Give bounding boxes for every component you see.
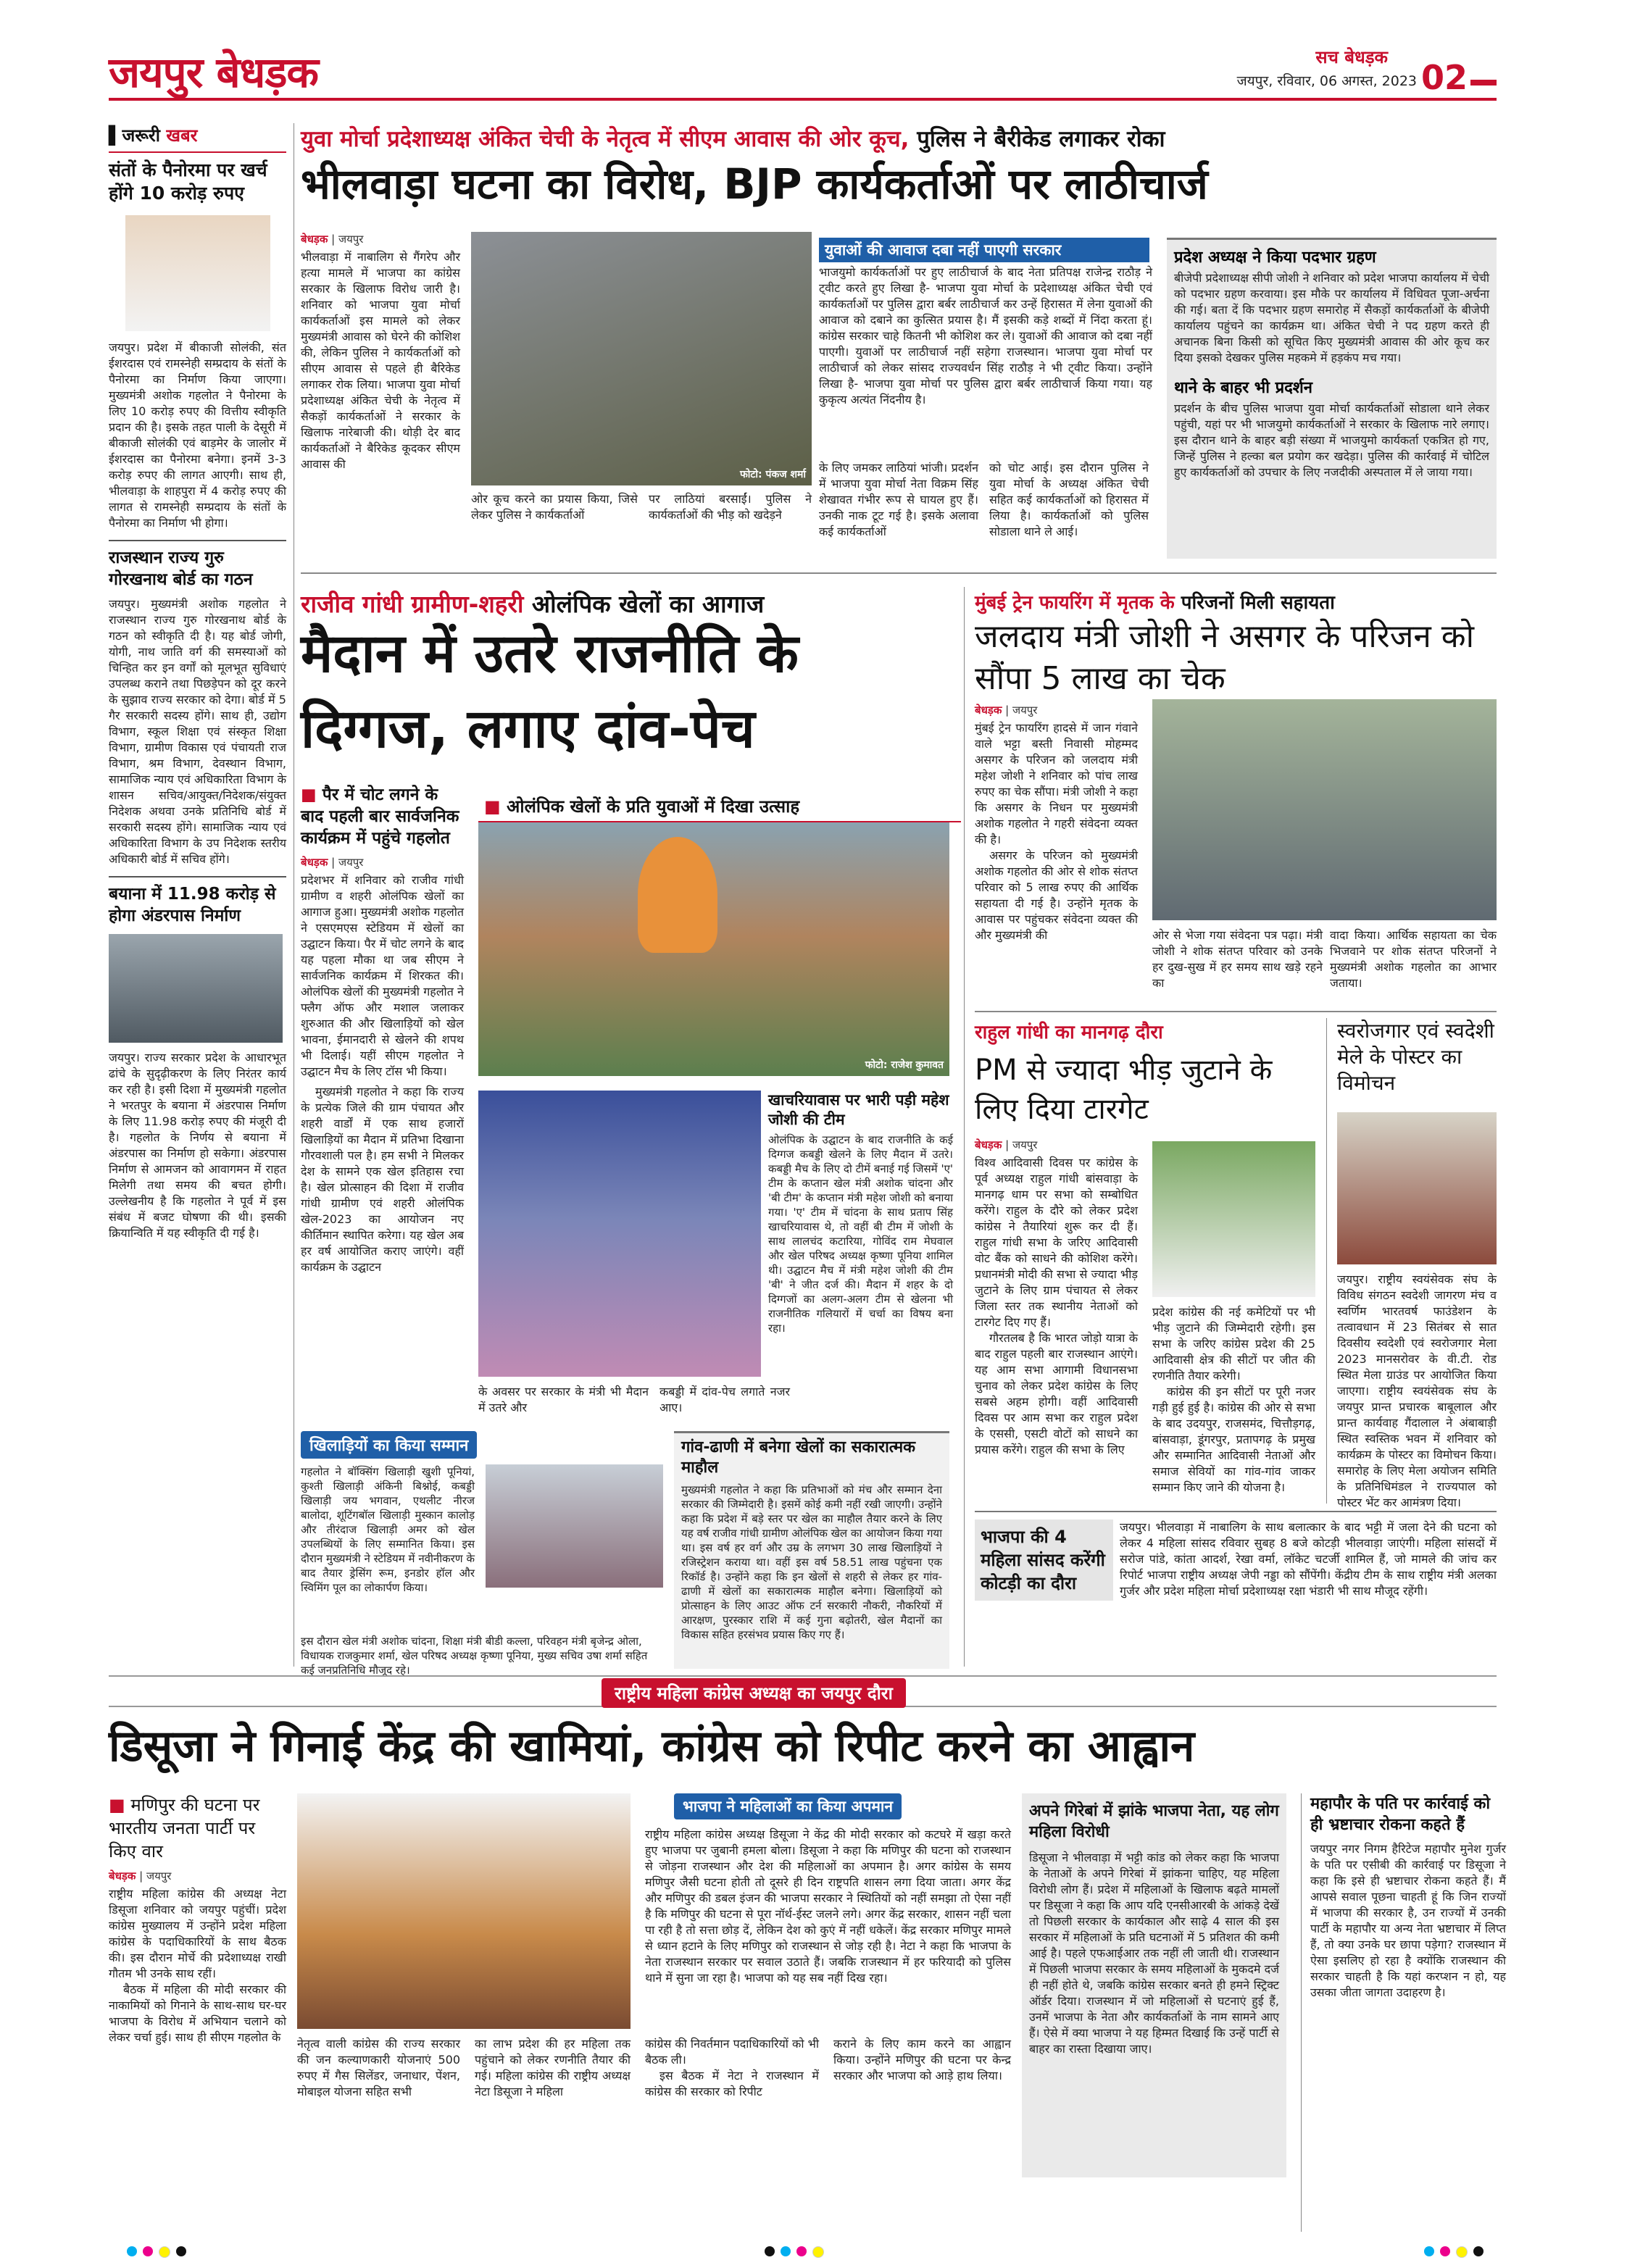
pen-icon bbox=[1470, 80, 1497, 86]
lead-under-photo-1: ओर कूच करने का प्रयास किया, जिसे लेकर पुलिस ने कार्यकर्ताओं bbox=[471, 492, 638, 522]
congress-under-1: नेतृत्व वाली कांग्रेस की राज्य सरकार की जन कल्याणकारी योजनाएं 500 रुपए में गैस सिलेंडर, जनाधार, पेंशन, मोबाइल योजना सहित सभी bbox=[297, 2037, 460, 2098]
section-divider bbox=[301, 572, 1497, 574]
rahul-col1: बेधड़क | जयपुर विश्व आदिवासी दिवस पर कांग्रेस के पूर्व अध्यक्ष राहुल गांधी बांसवाड़ा के मानगढ़ धाम पर सभा को सम्बोधित करेंगे। राहुल के दौरे को लेकर प्रदेश कांग्रेस ने तैयारियां शुरू कर दी हैं। राहुल गांधी सभा के जरिए आदिवासी वोट बैंक को साधने की कोशिश करेंगे। प्रधानमंत्री मोदी की सभा से ज्यादा भीड़ जुटाने के लिए ग्राम पंचायत से लेकर जिला स्तर तक स्थानीय नेताओं को टारगेट दिए गए हैं। गौरतलब है कि भारत जोड़ो यात्रा के बाद राहुल पहली बार राजस्थान आएंगे। यह आम सभा आगामी विधानसभा चुनाव को लेकर प्रदेश कांग्रेस के लिए सबसे अहम होगी। वहीं आदिवासी दिवस पर आम सभा कर राहुल प्रदेश के एससी, एसटी वोटों को साधने का प्रयास करेंगे। राहुल की सभा के लिए bbox=[975, 1138, 1138, 1456]
olympic-under-2: कबड्डी में दांव-पेच लगाते नजर आए। bbox=[659, 1385, 790, 1414]
swadeshi-headline: स्वरोजगार एवं स्वदेशी मेले के पोस्टर का विमोचन bbox=[1337, 1019, 1494, 1095]
section-label: ▌जरूरी खबर bbox=[109, 123, 286, 153]
lead-headline: भीलवाड़ा घटना का विरोध, BJP कार्यकर्ताओं पर लाठीचार्ज bbox=[301, 159, 1208, 209]
congress-banner-bar: राष्ट्रीय महिला कांग्रेस अध्यक्ष का जयपुर दौरा bbox=[109, 1675, 1497, 1707]
byline: बेधड़क | जयपुर bbox=[109, 1869, 172, 1883]
minister-visit-photo bbox=[1152, 699, 1497, 920]
mumbai-col: बेधड़क | जयपुर मुंबई ट्रेन फायरिंग हादसे में जान गंवाने वाले भट्टा बस्ती निवासी मोहम्मद असगर के परिजन को जलदाय मंत्री महेश जोशी ने शनिवार को पांच लाख रुपए का चेक सौंपा। मंत्री जोशी ने कहा कि असगर के निधन पर मुख्यमंत्री अशोक गहलोत ने गहरी संवेदना व्यक्त की है। असगर के परिजन को मुख्यमंत्री अशोक गहलोत की ओर से शोक संतप्त परिवार को 5 लाख रुपए की आर्थिक सहायता दी गई है। उन्होंने मृतक के आवास पर पहुंचकर संवेदना व्यक्त की और मुख्यमंत्री की bbox=[975, 704, 1138, 942]
byline: बेधड़क | जयपुर bbox=[301, 233, 364, 246]
honor-photo bbox=[486, 1464, 663, 1588]
kabaddi-box: खाचरियावास पर भारी पड़ी महेश जोशी की टीम ओलंपिक के उद्घाटन के बाद राजनीति के कई दिग्गज कबड्डी खेलने के लिए मैदान में उतरे। कबड्डी मैच के लिए दो टीमें बनाई गई जिसमें 'ए' टीम के कप्तान खेल मंत्री अशोक चांदना और 'बी टीम' के कप्तान मंत्री महेश जोशी को बनाया गया। 'ए' टीम में चांदना के साथ प्रताप सिंह खाचरियावास थे, तो वहीं बी टीम में जोशी के साथ लालचंद कटारिया, गोविंद राम मेघवाल और खेल परिषद अध्यक्ष कृष्णा पूनिया शामिल थी। उद्घाटन मैच में मंत्री महेश जोशी की टीम 'बी' ने जीत दर्ज की। मैदान में शहर के दो दिग्गजों का अलग-अलग टीम से खेलना भी राजनीतिक गलियारों में चर्चा का विषय बना रहा। bbox=[768, 1091, 953, 1335]
yellow-dot bbox=[159, 2246, 170, 2258]
news-headline: संतों के पैनोरमा पर खर्च होंगे 10 करोड़ रुपए bbox=[109, 159, 267, 204]
olympic-kicker: राजीव गांधी ग्रामीण-शहरी ओलंपिक खेलों का आगाज bbox=[301, 590, 765, 618]
registration-marks-center bbox=[765, 2246, 824, 2258]
swadeshi-body: जयपुर। राष्ट्रीय स्वयंसेवक संघ के विविध संगठन स्वदेशी जागरण मंच व स्वर्णिम भारतवर्ष फाउंडेशन के तत्वावधान में 23 सितंबर से सात दिवसीय स्वदेशी एवं स्वरोजगार मेला 2023 मानसरोवर के वी.टी. रोड स्थित मेला ग्राउंड पर आयोजित किया जाएगा। राष्ट्रीय स्वयंसेवक संघ के जयपुर प्रान्त प्रचारक बाबूलाल और प्रान्त कार्यवाह गैंदालाल ने अंबाबाड़ी स्थित स्वस्तिक भवन में शनिवार को कार्यक्रम के पोस्टर का विमोचन किया। समारोह के लिए मेला अयोजन समिति के प्रतिनिधिमंडल ने राज्यपाल को पोस्टर भेंट कर आमंत्रण दिया। bbox=[1337, 1272, 1497, 1509]
brand-tagline: सच बेधड़क bbox=[1315, 47, 1388, 67]
registration-marks-right bbox=[1424, 2246, 1484, 2258]
village-box: गांव-ढाणी में बनेगा खेलों का सकारात्मक माहौल मुख्यमंत्री गहलोत ने कहा कि प्रतिभाओं को मंच और सम्मान देना सरकार की जिम्मेदारी है। इसमें कोई कमी नहीं रखी जाएगी। उन्होंने कहा कि प्रदेश में बड़े स्तर पर खेल का माहौल तैयार करने के लिए यह वर्ष राजीव गांधी ग्रामीण ओलंपिक खेल का आयोजन किया गया था। इस वर्ष हर वर्ग और उम्र के लगभग 30 लाख खिलाड़ियों ने रजिस्ट्रेशन कराया था। वहीं इस वर्ष 58.51 लाख पहुंचना एक रिकॉर्ड है। उन्होंने कहा कि इन खेलों से शहरी से लेकर हर गांव-ढाणी में खेलों का सकारात्मक माहौल बनेगा। खिलाड़ियों को प्रोत्साहन के लिए आउट ऑफ टर्न सरकारी नौकरी, नौकरियों में आरक्षण, पुरस्कार राशि में कई गुना बढ़ोतरी, खेल मैदानों का विकास सहित हरसंभव प्रयास किए गए हैं। bbox=[674, 1431, 949, 1669]
lead-col3: भाजयुमो कार्यकर्ताओं पर हुए लाठीचार्ज के बाद नेता प्रतिपक्ष राजेन्द्र राठौड़ ने ट्वीट करते हुए लिखा है- भाजपा युवा मोर्चा के प्रदेशाध्यक्ष अंकित चेची एवं कार्यकर्ताओं पर पुलिस द्वारा बर्बर लाठीचार्ज कर उन्हें हिरासत में लेना युवाओं की आवाज को दबाने का कुत्सित प्रयास है। मैं इसकी कड़े शब्दों में निंदा करता हूं। कांग्रेस सरकार चाहे कितनी भी कोशिश कर ले। युवाओं की आवाज को दबा नहीं पाएगी। युवाओं पर लाठीचार्ज नहीं सहेगा राजस्थान। भाजपा युवा मोर्चा पर लाठीचार्ज को लेकर सांसद राज्यवर्धन सिंह राठौड़ ने भी ट्वीट किया। उन्होंने लिखा है- भाजपा युवा मोर्चा पर पुलिस द्वारा बर्बर लाठीचार्ज किया गया। यह कुकृत्य अत्यंत निंदनीय है। bbox=[819, 265, 1152, 407]
lead-col3b-2: को चोट आई। इस दौरान पुलिस ने युवा मोर्चा के अध्यक्ष अंकित चेची सहित कई कार्यकर्ताओं को हिरासत में लिया है। कार्यकर्ताओं को पुलिस सोडाला थाने ले आई। bbox=[989, 461, 1149, 538]
cm-portrait bbox=[125, 215, 270, 331]
dateline: जयपुर, रविवार, 06 अगस्त, 2023 bbox=[1236, 73, 1417, 89]
congress-under-4: कराने के लिए काम करने का आह्वान किया। उन्होंने मणिपुर की घटना पर केन्द्र सरकार और भाजपा को आड़े हाथ लिया। bbox=[833, 2037, 1011, 2083]
lead-under-photo-2: पर लाठियां बरसाईं। पुलिस ने कार्यकर्ताओं की भीड़ को खदेड़ने bbox=[649, 492, 812, 522]
mumbai-under-2: वादा किया। आर्थिक सहायता का चेक भिजवाने पर शोक संतप्त परिजनों ने मुख्यमंत्री अशोक गहलोत का आभार जताया। bbox=[1330, 928, 1497, 990]
party-post-box: प्रदेश अध्यक्ष ने किया पदभार ग्रहण बीजेपी प्रदेशाध्यक्ष सीपी जोशी ने शनिवार को प्रदेश भाजपा कार्यालय में चेची को पदभार ग्रहण करवाया। इस मौके पर कार्यालय में विधिवत पूजा-अर्चना की गई। बता दें कि पदभार ग्रहण समारोह में सैकड़ों कार्यकर्ताओं के बीजेपी कार्यालय पहुंचने का कार्यक्रम था। अंकित चेची ने पद ग्रहण करते ही अचानक बिना किसी को सूचित किए मुख्यमंत्री आवास की ओर कूच कर दिया इसको देखकर पुलिस महकमे में हड़कंप मच गया। थाने के बाहर भी प्रदर्शन प्रदर्शन के बीच पुलिस भाजपा युवा मोर्चा कार्यकर्ताओं सोडाला थाने लेकर पहुंची, यहां पर भी भाजयुमो कार्यकर्ताओं ने सरकार के खिलाफ नारे लगाए। इस दौरान थाने के बाहर बड़ी संख्या में भाजयुमो कार्यकर्ता एकत्रित हो गए, जिन्हें पुलिस ने हल्का बल प्रयोग कर खदेड़ा। पुलिस की कार्रवाई में चोटिल हुए कार्यकर्ताओं को उपचार के लिए नजदीकी अस्पताल में ले जाया गया। bbox=[1167, 238, 1497, 559]
masthead bbox=[109, 42, 1497, 100]
congress-under-3: कांग्रेस की निवर्तमान पदाधिकारियों को भी बैठक ली। इस बैठक में नेटा ने राजस्थान में कांग्रेस की सरकार को रिपीट bbox=[645, 2037, 819, 2098]
rahul-portrait bbox=[1152, 1141, 1315, 1297]
mumbai-headline: जलदाय मंत्री जोशी ने असगर के परिजन को सौंपा 5 लाख का चेक bbox=[975, 618, 1474, 697]
cyan-dot bbox=[127, 2246, 137, 2256]
lead-col1: बेधड़क | जयपुर भीलवाड़ा में नाबालिग से गैंगरेप और हत्या मामले में भाजपा का कांग्रेस सरकार के खिलाफ विरोध जारी है। शनिवार को भाजपा युवा मोर्चा कार्यकर्ताओं इस मामले को लेकर मुख्यमंत्री आवास को घेरने की कोशिश की, लेकिन पुलिस ने कार्यकर्ताओं को सीएम आवास से पहले ही बैरिकेड लगाकर रोक लिया। भाजपा युवा मोर्चा प्रदेशाध्यक्ष अंकित चेची के नेतृत्व में सैकड़ों कार्यकर्ताओं ने सरकार के खिलाफ नारेबाजी की। थोड़ी देर बाद कार्यकर्ताओं ने बैरिकेड कूदकर सीएम आवास की bbox=[301, 233, 460, 471]
news-body: जयपुर। राज्य सरकार प्रदेश के आधारभूत ढांचे के सुदृढ़ीकरण के लिए निरंतर कार्य कर रही है। इसी दिशा में मुख्यमंत्री गहलोत ने भरतपुर के बयाना में अंडरपास निर्माण के लिए 11.98 करोड़ रुपए की मंजूरी दी है। गहलोत के निर्णय से बयाना में अंडरपास का निर्माण हो सकेगा। अंडरपास निर्माण से आमजन को आवागमन में राहत मिलेगी तथा समय की बचत होगी। उल्लेखनीय है कि गहलोत ने पूर्व में इस संबंध में बजट घोषणा की थी। इसकी क्रियान्विति में यह स्वीकृति दी गई है। bbox=[109, 1051, 286, 1240]
mayor-box: महापौर के पति पर कार्रवाई को ही भ्रष्टाचार रोकना कहते हैं जयपुर नगर निगम हैरिटेज महापौर मुनेश गुर्जर के पति पर एसीबी की कार्रवाई पर डिसूजा ने कहा कि इसे ही भ्रष्टाचार रोकना कहते हैं। मैं आपसे सवाल पूछना चाहती हूं कि जिन राज्यों में भाजपा की सरकार है, उन राज्यों में उनकी पार्टी के महापौर या अन्य नेता भ्रष्टाचार में लिप्त हैं, तो क्या उनके घर छापा पड़ेगा? राजस्थान में ऐसा इसलिए हो रहा है क्योंकि राजस्थान की सरकार चाहती है कि यहां करप्शन न हो, यह उसका जीता जागता उदाहरण है। bbox=[1301, 1793, 1506, 2232]
congress-headline: डिसूजा ने गिनाई केंद्र की खामियां, कांग्रेस को रिपीट करने का आह्वान bbox=[109, 1721, 1195, 1772]
registration-marks-left bbox=[127, 2246, 186, 2258]
news-body: जयपुर। मुख्यमंत्री अशोक गहलोत ने राजस्थान राज्य गुरु गोरखनाथ बोर्ड के गठन को स्वीकृति दी है। यह बोर्ड जोगी, योगी, नाथ जाति वर्ग की समस्याओं को चिन्हित कर इन वर्गों को मूलभूत सुविधाएं उपलब्ध कराने तथा पिछड़ेपन को दूर करने के सुझाव राज्य सरकार को देगा। बोर्ड में 5 गैर सरकारी सदस्य होंगे। साथ ही, उद्योग विभाग, स्कूल शिक्षा एवं संस्कृत शिक्षा विभाग, ग्रामीण विकास एवं पंचायती राज विभाग, श्रम विभाग, देवस्थान विभाग, सामाजिक न्याय एवं अधिकारिता विभाग के शासन सचिव/आयुक्त/निदेशक/संयुक्त निदेशक अथवा उनके प्रतिनिधि बोर्ड में सरकारी सदस्य होंगे। सामाजिक न्याय एवं अधिकारिता विभाग के उप निदेशक स्तरीय अधिकारी बोर्ड में सचिव होंगे। bbox=[109, 597, 286, 866]
byline: बेधड़क | जयपुर bbox=[301, 856, 364, 869]
byline: बेधड़क | जयपुर bbox=[975, 1138, 1038, 1151]
news-headline: बयाना में 11.98 करोड़ से होगा अंडरपास निर्माण bbox=[109, 885, 276, 925]
left-column bbox=[109, 123, 286, 1667]
section-divider bbox=[975, 1011, 1497, 1012]
honor-foot: इस दौरान खेल मंत्री अशोक चांदना, शिक्षा मंत्री बीडी कल्ला, परिवहन मंत्री बृजेन्द्र ओला, विधायक राजकुमार शर्मा, खेल परिषद अध्यक्ष कृष्णा पूनिया, मुख्य सचिव उषा शर्मा सहित कई जनप्रतिनिधि मौजूद रहे। bbox=[301, 1635, 648, 1677]
bjp-mp-box: भाजपा की 4 महिला सांसद करेंगी कोटड़ी का दौरा जयपुर। भीलवाड़ा में नाबालिग के साथ बलात्कार के बाद भट्टी में जला देने की घटना को लेकर 4 महिला सांसद रविवार सुबह 8 बजे कोटड़ी भीलवाड़ा जाएंगी। महिला सांसदों में सरोज पांडे, कांता आदर्श, रेखा वर्मा, लॉकेट चटर्जी शामिल हैं, जो मामले की जांच कर रिपोर्ट भाजपा राष्ट्रीय अध्यक्ष जेपी नड्डा को सौंपेंगी। केंद्रीय टीम के साथ राष्ट्रीय मंत्री अलका गुर्जर और प्रदेश महिला मोर्चा प्रदेशाध्यक्ष रक्षा भंडारी भी साथ मौजूद रहेंगी। bbox=[975, 1511, 1497, 1664]
black-dot bbox=[176, 2246, 186, 2256]
stadium-photo: फोटो: राजेश कुमावत bbox=[478, 822, 949, 1076]
olympic-col1: ■ पैर में चोट लगने के बाद पहली बार सार्वजनिक कार्यक्रम में पहुंचे गहलोत बेधड़क | जयपुर प्रदेशभर में शनिवार को राजीव गांधी ग्रामीण व शहरी ओलंपिक खेलों का आगाज हुआ। मुख्यमंत्री अशोक गहलोत ने एसएमएस स्टेडियम में खेलों का उद्घाटन किया। पैर में चोट लगने के बाद यह पहला मौका था जब सीएम ने सार्वजनिक कार्यक्रम में शिरकत की। ओलंपिक खेलों की मुख्यमंत्री गहलोत ने फ्लैग ऑफ और मशाल जलाकर शुरुआत की और खिलाड़ियों को खेल भावना, ईमानदारी से खेलने की शपथ भी दिलाई। यहीं सीएम गहलोत ने उद्घाटन मैच के लिए टॉस भी किया। मुख्यमंत्री गहलोत ने कहा कि राज्य के प्रत्येक जिले की ग्राम पंचायत और शहरी वार्डों में एक साथ हजारों खिलाड़ियों का मैदान में प्रतिभा दिखाना गौरवशाली पल है। हम सभी ने मिलकर देश के सामने एक खेल इतिहास रचा है। खेल प्रोत्साहन की दिशा में राजीव गांधी ग्रामीण एवं शहरी ओलंपिक खेल-2023 का आयोजन नए कीर्तिमान स्थापित करेगा। यह खेल अब हर वर्ष आयोजित कराए जाएंगे। वहीं कार्यक्रम के उद्घाटन bbox=[301, 785, 464, 1274]
column-divider bbox=[1326, 1018, 1327, 1504]
magenta-dot bbox=[143, 2246, 153, 2256]
mumbai-under-1: ओर से भेजा गया संवेदना पत्र पढ़ा। मंत्री जोशी ने शोक संतप्त परिवार को उनके हर दुख-सुख में हर समय साथ खड़े रहने का bbox=[1152, 928, 1323, 990]
kabaddi-photo bbox=[478, 1091, 761, 1377]
congress-side-head: ■ मणिपुर की घटना पर भारतीय जनता पार्टी पर किए वार bbox=[109, 1795, 260, 1861]
column-divider bbox=[964, 587, 965, 1667]
congress-side-col: ■ मणिपुर की घटना पर भारतीय जनता पार्टी पर किए वार बेधड़क | जयपुर राष्ट्रीय महिला कांग्रेस की अध्यक्ष नेटा डिसूजा शनिवार को जयपुर पहुंचीं। प्रदेश कांग्रेस मुख्यालय में उन्होंने प्रदेश महिला कांग्रेस के पदाधिकारियों के साथ बैठक की। इस दौरान मोर्चे की प्रदेशाध्यक्ष राखी गौतम भी उनके साथ रहीं। बैठक में महिला की मोदी सरकार की नाकामियों को गिनाने के साथ-साथ घर-घर भाजपा के विरोध में अभियान चलाने को लेकर चर्चा हुई। साथ ही सीएम गहलोत के bbox=[109, 1795, 286, 2044]
news-headline: राजस्थान राज्य गुरु गोरखनाथ बोर्ड का गठन bbox=[109, 549, 253, 589]
honor-box: खिलाड़ियों का किया सम्मान गहलोत ने बॉक्सिंग खिलाड़ी खुशी पूनियां, कुश्ती खिलाड़ी अंकिनी बिश्नोई, कबड्डी खिलाड़ी जय भगवान, एथलीट नीरज बालोदा, शूटिंगबॉल खिलाड़ी मुस्कान कालोड़ और तीरंदाज खिलाड़ी अमर को खेल उपलब्धियों के लिए सम्मानित किया। इस दौरान मुख्यमंत्री ने स्टेडियम में नवीनीकरण के बाद तैयार ड्रेसिंग रूम, इनडोर हॉल और स्विमिंग पूल का लोकार्पण किया। bbox=[301, 1431, 663, 1670]
news-body: जयपुर। प्रदेश में बीकाजी सोलंकी, संत ईशरदास एवं रामस्नेही सम्प्रदाय के संतों के पैनोरमा का निर्माण किया जाएगा। मुख्यमंत्री अशोक गहलोत ने पैनोरमा के लिए 10 करोड़ रुपए की वित्तीय स्वीकृति प्रदान की है। इसके तहत पाली के देसूरी में बीकाजी सोलंकी एवं बाड़मेर के जालोर में ईशरदास का पैनोरमा बनेगा। इनमें 3-3 करोड़ रुपए की लागत आएगी। साथ ही, भीलवाड़ा के शाहपुरा में 4 करोड़ रुपए की लागत से रामस्नेही सम्प्रदाय के संतों के पैनोरमा का निर्माण भी होगा। bbox=[109, 341, 286, 530]
masthead-title: जयपुर बेधड़क bbox=[109, 48, 318, 97]
rahul-headline: PM से ज्यादा भीड़ जुटाने के लिए दिया टारगेट bbox=[975, 1054, 1273, 1126]
congress-under-2: का लाभ प्रदेश की हर महिला तक पहुंचाने को लेकर रणनीति तैयार की गई। महिला कांग्रेस की राष्ट्रीय अध्यक्ष नेटा डिसूजा ने महिला bbox=[475, 2037, 631, 2098]
olympic-banner: ■ ओलंपिक खेलों के प्रति युवाओं में दिखा उत्साह bbox=[478, 791, 961, 822]
page-number: 02 bbox=[1420, 58, 1468, 97]
lead-col3b-1: के लिए जमकर लाठियां भांजी। प्रदर्शन में भाजपा युवा मोर्चा नेता विक्रम सिंह शेखावत गंभीर रूप से घायल हुए हैं। उनकी नाक टूट गई है। इसके अलावा कई कार्यकर्ताओं bbox=[819, 461, 978, 538]
olympic-side-head: ■ पैर में चोट लगने के बाद पहली बार सार्वजनिक कार्यक्रम में पहुंचे गहलोत bbox=[301, 785, 459, 848]
byline: बेधड़क | जयपुर bbox=[975, 704, 1038, 717]
rahul-col2: प्रदेश कांग्रेस की नई कमेटियों पर भी भीड़ जुटाने की जिम्मेदारी रहेगी। इस सभा के जरिए कांग्रेस प्रदेश की 25 आदिवासी क्षेत्र की सीटों पर जीत की रणनीति तैयार करेगी। कांग्रेस की इन सीटों पर पूरी नजर गड़ी हुई हुई है। कांग्रेस की ओर से सभा के बाद उदयपुर, राजसमंद, चित्तौड़गढ़, बांसवाड़ा, डूंगरपुर, प्रतापगढ़ के प्रमुख और सम्मानित आदिवासी नेताओं और समाज सेवियों का गांव-गांव जाकर सम्मान किए जाने की योजना है। bbox=[1152, 1305, 1315, 1494]
lathicharge-photo: फोटो: पंकज शर्मा bbox=[471, 232, 812, 485]
rahul-kicker: राहुल गांधी का मानगढ़ दौरा bbox=[975, 1022, 1163, 1043]
olympic-headline: मैदान में उतरे राजनीति के दिग्गज, लगाए दांव-पेच bbox=[301, 622, 799, 760]
bjp-women-box: अपने गिरेबां में झांके भाजपा नेता, यह लोग महिला विरोधी डिसूजा ने भीलवाड़ा में भट्टी कांड को लेकर कहा कि भाजपा के नेताओं के अपने गिरेबां में झांकना चाहिए, यह महिला विरोधी लोग हैं। प्रदेश में महिलाओं के खिलाफ बढ़ते मामलों पर डिसूजा ने कहा कि आप यदि एनसीआरबी के आंकड़े देखें तो पिछली सरकार के कार्यकाल और साढ़े 4 साल की इस सरकार में महिलाओं के प्रति घटनाओं में 5 प्रतिशत की कमी आई है। पहले एफआईआर तक नहीं ली जाती थी। राजस्थान में पिछली भाजपा सरकार के समय महिलाओं के मुकदमे दर्ज ही नहीं होते थे, जबकि कांग्रेस सरकार बनते ही हमने स्ट्रिक्ट ऑर्डर दिया। राजस्थान में जो महिलाओं से घटनाएं हुई हैं, उनमें भाजपा के नेता और कार्यकर्ताओं के नाम सामने आए हैं। ऐसे में क्या भाजपा ने यह हिम्मत दिखाई कि उन्हें पार्टी से बाहर का रास्ता दिखाया जाए। bbox=[1022, 1793, 1286, 2177]
masthead-rule bbox=[109, 98, 1497, 101]
underpass-photo bbox=[109, 934, 283, 1043]
lead-kicker: युवा मोर्चा प्रदेशाध्यक्ष अंकित चेची के नेतृत्व में सीएम आवास की ओर कूच, पुलिस ने बैरीकेड लगाकर रोका bbox=[301, 126, 1165, 152]
mumbai-kicker: मुंबई ट्रेन फायरिंग में मृतक के परिजनों मिली सहायता bbox=[975, 592, 1335, 614]
olympic-under-1: के अवसर पर सरकार के मंत्री भी मैदान में उतरे और bbox=[478, 1385, 649, 1414]
congress-sub-story: भाजपा ने महिलाओं का किया अपमान राष्ट्रीय महिला कांग्रेस अध्यक्ष डिसूजा ने केंद्र की मोदी सरकार को कटघरे में खड़ा करते हुए भाजपा पर जुबानी हमला बोला। डिसूजा ने कहा कि मणिपुर की घटना को राजस्थान से जोड़ना राजस्थान और देश की महिलाओं का अपमान है। अगर कांग्रेस के समय मणिपुर जैसी घटना होती तो दूसरे ही दिन राष्ट्रपति शासन लगा दिया जाता। अगर केंद्र और मणिपुर की डबल इंजन की भाजपा सरकार ने स्थितियों को नहीं समझा तो ऐसा नहीं है कि मणिपुर की घटना से पूरा नॉर्थ-ईस्ट जलने लगे। अगर केंद्र सरकार, शासन नहीं चला पा रही है तो सत्ता छोड़ दें, लेकिन देश को कुएं में नहीं धकेलें। केंद्र सरकार मणिपुर मामले से ध्यान हटाने के लिए मणिपुर को राजस्थान से जोड़ रही है। नेटा ने कहा कि भाजपा के नेता राजस्थान सरकार पर सवाल उठाते हैं। जबकि राजस्थान में हर फरियादी को पुलिस थाने में सुना जा रहा है। भाजपा को यह सब नहीं दिख रहा। bbox=[645, 1793, 1011, 2036]
congress-meeting-photo bbox=[297, 1793, 631, 2029]
lead-subhead: युवाओं की आवाज दबा नहीं पाएगी सरकार bbox=[819, 238, 1149, 262]
mascot-icon bbox=[638, 837, 717, 953]
poster-release-photo bbox=[1337, 1112, 1497, 1264]
